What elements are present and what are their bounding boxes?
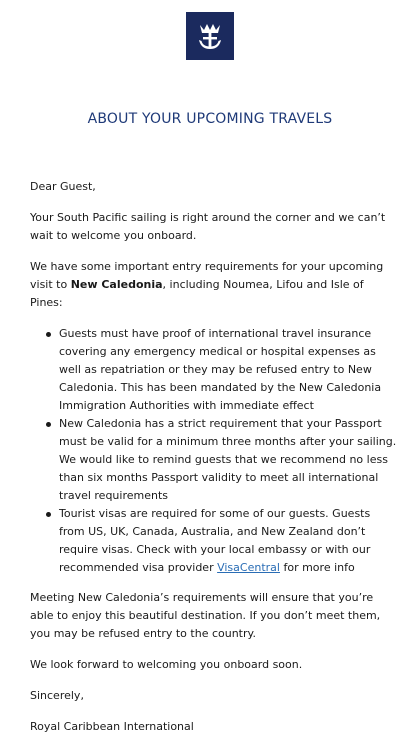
visacentral-link[interactable]: VisaCentral [217, 561, 280, 574]
look-forward-paragraph: We look forward to welcoming you onboard soon. [30, 658, 303, 671]
bullet-point [46, 512, 51, 517]
bullet-point [46, 332, 51, 337]
crown-anchor-icon [193, 19, 227, 53]
list-item [59, 505, 398, 577]
signoff: Sincerely, [30, 689, 84, 702]
brand-logo [186, 12, 234, 60]
destination-name: New Caledonia [70, 278, 163, 291]
visa-text-before: Tourist visas are required for some of our guests. Guests from US, UK, Canada, Australia, and New Zealand don’t require visas. Check with your local embassy or with our recommended visa provider [59, 507, 371, 574]
requirements-intro-before: We have some important entry requirements for your upcoming visit to [30, 260, 384, 291]
requirements-intro-after: , including Noumea, Lifou and Isle of Pines: [30, 278, 364, 309]
greeting: Dear Guest, [30, 180, 96, 193]
closing-paragraph: Meeting New Caledonia’s requirements will ensure that you’re able to enjoy this beautiful destination. If you don’t meet them, you may be refused entry to the country. [30, 591, 381, 640]
bullet-point [46, 422, 51, 427]
visa-text-after: for more info [279, 561, 355, 574]
list-item-text: New Caledonia has a strict requirement that your Passport must be valid for a minimum three months after your sailing. We would like to remind guests that we recommend no less than six months Passport validity to meet all international travel requirements [59, 417, 397, 502]
signature: Royal Caribbean International [30, 720, 194, 733]
requirements-list [30, 325, 398, 577]
page-title: ABOUT YOUR UPCOMING TRAVELS [87, 111, 333, 127]
list-item-text: Guests must have proof of international travel insurance covering any emergency medical or hospital expenses as well as repatriation or they may be refused entry to New Caledonia. This has been mandated by the New Caledonia Immigration Authorities with immediate effect [59, 327, 382, 412]
intro-paragraph: Your South Pacific sailing is right around the corner and we can’t wait to welcome you onboard. [30, 211, 386, 242]
list-item [59, 325, 398, 415]
list-item [59, 415, 398, 505]
email-content [30, 178, 398, 749]
requirements-intro [30, 258, 398, 312]
